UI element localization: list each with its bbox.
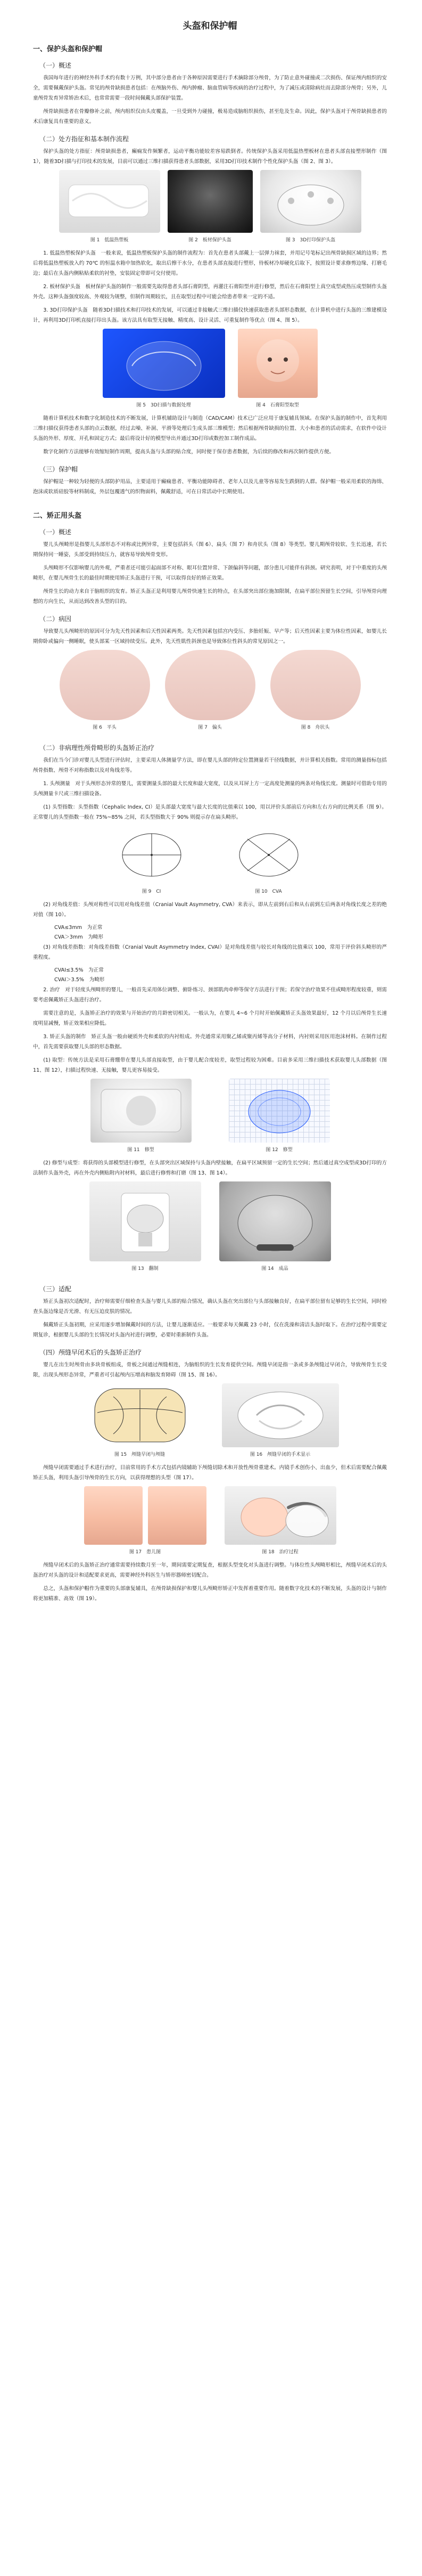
subsection-heading: （四）颅缝早闭术后的头盔矫正治疗 bbox=[39, 1349, 142, 1356]
formula-line: CVA≤3mm 为正常 bbox=[54, 925, 103, 931]
formula-line: CVA＞3mm 为畸形 bbox=[54, 934, 103, 940]
figure-row-13-14 bbox=[33, 1181, 387, 1277]
paragraph: 需要注意的是，头盔矫正治疗的效果与开始治疗的月龄密切相关。一般认为，在婴儿 4~6 个月时开始佩戴矫正头盔效果最好，12 个月以后颅骨生长速度明显减慢，矫正效果相应降低。 bbox=[33, 1010, 387, 1026]
paragraph: 颅骨缺损患者在骨瓣修补之前，颅内组织仅由头皮覆盖，一旦受到外力碰撞，极易造成脑组织损伤，甚至危及生命。因此，保护头盔对于颅骨缺损患者的术后康复具有重要的意义。 bbox=[33, 109, 387, 125]
figure-14 bbox=[219, 1181, 331, 1277]
treatment-photo bbox=[225, 1486, 336, 1545]
figure-row-11-12 bbox=[33, 1079, 387, 1158]
scan-model-image bbox=[229, 1079, 330, 1143]
head-shape-image bbox=[165, 650, 255, 720]
figure-row-6-8 bbox=[33, 650, 387, 736]
figure-15 bbox=[81, 1383, 198, 1463]
caption: 图 3 3D打印保护头盔 bbox=[285, 238, 336, 243]
subsection-heading: （二）病因 bbox=[39, 615, 72, 623]
paragraph: 数字化制作方法能够有效缩短制作周期，提高头盔与头部的贴合度，同时便于保存患者数据，为后续的修改和再次制作提供方便。 bbox=[43, 449, 335, 455]
figure-6 bbox=[60, 650, 150, 736]
caption: 图 9 CI bbox=[142, 889, 161, 894]
figure-row-1-3 bbox=[33, 170, 387, 248]
figure-1 bbox=[59, 170, 160, 248]
paragraph: 保护帽是一种较为轻便的头部防护用品，主要适用于癫痫患者、平衡功能障碍者、老年人以及儿童等容易发生跌倒的人群。保护帽一般采用柔软的海绵、泡沫或软质硅胶等材料制成，外层包覆透气的织物面料，佩戴舒适，可在日常活动中长期使用。 bbox=[33, 479, 387, 495]
paragraph: 导致婴儿头颅畸形的原因可分为先天性因素和后天性因素两类。先天性因素包括宫内受压、多胎妊娠、早产等；后天性因素主要为体位性因素，如婴儿长期仰卧或偏向一侧睡眠，使头部某一区域持续受压。此外，先天性肌性斜颈也是导致体位性斜头的常见原因之一。 bbox=[33, 629, 387, 645]
figure-13 bbox=[89, 1181, 201, 1277]
figure-row-17-18 bbox=[33, 1486, 387, 1560]
caption: 图 10 CVA bbox=[255, 889, 282, 894]
subsection-heading: （三）适配 bbox=[39, 1285, 72, 1293]
caption: 图 12 修型 bbox=[266, 1147, 293, 1153]
paragraph: 总之，头盔和保护帽作为重要的头部康复辅具，在颅骨缺损保护和婴儿头颅畸形矫正中发挥着重要作用。随着数字化技术的不断发展，头盔的设计与制作将更加精准、高效（图 19）。 bbox=[33, 1586, 387, 1602]
figure-12 bbox=[229, 1079, 330, 1158]
figure-7 bbox=[165, 650, 255, 736]
paragraph: 我们在当今门诊对婴儿头型进行评估时，主要采用人体测量学方法，即在婴儿头部的特定位置测量若干径线数据，并计算相关指数。常用的测量指标包括颅骨指数、颅骨不对称指数以及对角线差等。 bbox=[33, 757, 387, 773]
caption: 图 2 板材保护头盔 bbox=[188, 238, 231, 243]
subsection-heading: （二）处方指征和基本制作流程 bbox=[39, 135, 129, 143]
head-shape-image bbox=[270, 650, 361, 720]
mold-image bbox=[90, 1079, 192, 1143]
figure-10 bbox=[226, 826, 311, 900]
section-heading: 二、矫正用头盔 bbox=[33, 512, 82, 520]
paragraph: 颅骨生长的动力来自于脑组织的发育。矫正头盔正是利用婴儿颅骨快速生长的特点，在头部突出部位施加限制，在扁平部位预留生长空间，引导颅骨向理想的方向生长，从而达到改善头型的目的。 bbox=[33, 589, 387, 605]
paragraph: 1. 低温热塑板保护头盔 一般来说，低温热塑板保护头盔的制作流程为：首先在患者头部戴上一层弹力袜套，并用记号笔标记出颅骨缺损区域的边界；然后将低温热塑板放入约 70℃ 的恒温水箱中加热软化，取出后擦干水分，在患者头部直接进行塑形，待板材冷却硬化后取下，按照设计要求修剪边缘、打磨毛边；最后在头盔内侧粘贴柔软的衬垫，安装固定带即可交付使用。 bbox=[33, 250, 387, 276]
paragraph: 矫正头盔初次适配时，治疗师需要仔细检查头盔与婴儿头部的贴合情况，确认头盔在突出部位与头部接触良好，在扁平部位留有足够的生长空间，同时检查头盔边缘是否光滑、有无压迫皮肤的情况。 bbox=[33, 1299, 387, 1315]
figure-9 bbox=[109, 826, 194, 900]
figure-row-4-5 bbox=[33, 329, 387, 413]
figure-5 bbox=[103, 329, 225, 413]
caption: 图 6 平头 bbox=[93, 725, 117, 730]
caption: 图 1 低温热塑板 bbox=[90, 238, 129, 243]
patient-photo bbox=[84, 1486, 143, 1545]
caption: 图 15 颅缝早闭与颅缝 bbox=[114, 1452, 166, 1457]
subsection-heading: （三）保护帽 bbox=[39, 466, 78, 473]
caption: 图 18 治疗过程 bbox=[262, 1550, 299, 1555]
child-photo bbox=[238, 329, 318, 398]
paragraph: 随着计算机技术和数字化制造技术的不断发展，计算机辅助设计与制造（CAD/CAM）技术已广泛应用于康复辅具领域。在保护头盔的制作中，首先利用三维扫描仪获得患者头部的点云数据，经过去噪、补洞、平滑等处理后生成头部三维模型；然后根据颅骨缺损的位置、大小和患者的活动需求，在软件中设计头盔的外形、厚度、开孔和固定方式；最后将设计好的模型导出并通过3D打印或数控加工制作成品。 bbox=[33, 415, 387, 442]
figure-row-15-16 bbox=[33, 1383, 387, 1463]
figure-row-9-10 bbox=[33, 826, 387, 900]
caption: 图 16 颅缝早闭的手术显示 bbox=[250, 1452, 311, 1457]
finished-helmet-image bbox=[219, 1181, 331, 1261]
paragraph: 2. 治疗 对于轻度头颅畸形的婴儿，一般首先采用体位调整、俯卧练习、颈部肌肉牵伸等保守方法进行干预；若保守治疗效果不佳或畸形程度较重，则需要考虑佩戴矫正头盔进行治疗。 bbox=[33, 987, 387, 1003]
cva-diagram bbox=[226, 826, 311, 884]
paragraph: (1) 头型指数：头型指数（Cephalic Index, CI）是头部最大宽度与最大长度的比值乘以 100，用以评价头部前后方向和左右方向的比例关系（图 9）。正常婴儿的头型指数一般在 75%~85% 之间，若头型指数大于 90% 则提示存在扁头畸形。 bbox=[33, 804, 387, 820]
caption: 图 11 修型 bbox=[127, 1147, 154, 1153]
figure-8 bbox=[270, 650, 361, 736]
section-heading: 一、保护头盔和保护帽 bbox=[33, 45, 103, 53]
scan-image bbox=[103, 329, 225, 398]
paragraph: 颅缝早闭术后的头盔矫正治疗通常需要持续数月至一年，期间需要定期复查，根据头型变化对头盔进行调整。与体位性头颅畸形相比，颅缝早闭术后的头盔治疗对头盔的设计和适配要求更高，需要神经外科医生与矫形器师密切配合。 bbox=[33, 1562, 387, 1578]
caption: 图 8 舟状头 bbox=[301, 725, 330, 730]
document-content bbox=[33, 0, 387, 1607]
printed-helmet-image bbox=[260, 170, 361, 233]
paragraph: 1. 头颅测量 对于头颅形态异常的婴儿，需要测量头部的最大长度和最大宽度，以及从耳屏上方一定高度处测量的两条对角线长度。测量时可借助专用的头颅测量卡尺或三维扫描设备。 bbox=[33, 781, 387, 797]
formula-line: CVAI＞3.5% 为畸形 bbox=[54, 977, 105, 983]
subsection-heading: （一）概述 bbox=[39, 62, 72, 69]
paragraph: 颅缝早闭需要通过手术进行治疗，目前常用的手术方式包括内镜辅助下颅缝切除术和开放性颅骨重建术。内镜手术创伤小、出血少，但术后需要配合佩戴矫正头盔，利用头盔引导颅骨的生长方向，以获得理想的头型（图 17）。 bbox=[33, 1465, 387, 1481]
caption: 图 14 成品 bbox=[261, 1266, 288, 1271]
paragraph: 保护头盔的处方指征：颅骨缺损患者，癫痫发作频繁者，运动平衡功能较差容易跌倒者。传统保护头盔采用低温热塑板材在患者头部直接塑形制作（图 1），随着3D扫描与打印技术的发展，目前可以通过三维扫描获得患者头部数据，采用3D打印技术制作个性化保护头盔（图 2、图 3）。 bbox=[33, 149, 387, 165]
caption: 图 7 偏头 bbox=[198, 725, 222, 730]
paragraph: 婴儿在出生时颅骨由多块骨板组成，骨板之间通过颅缝相连，为脑组织的生长发育提供空间。颅缝早闭是指一条或多条颅缝过早闭合，导致颅骨生长受限，出现头颅形态异常，严重者可引起颅内压增高和脑发育障碍（图 15、图 16）。 bbox=[33, 1362, 387, 1378]
figure-16 bbox=[222, 1383, 339, 1463]
caption: 图 4 石膏阳型取型 bbox=[256, 403, 299, 408]
thermoplastic-sheet-image bbox=[59, 170, 160, 233]
paragraph: (2) 对角线差值：头颅对称性可以用对角线差值（Cranial Vault Asymmetry, CVA）来表示，即从左前到右后和从右前到左后两条对角线长度之差的绝对值（图 10）。 bbox=[33, 902, 387, 918]
subsection-heading: （二）非病理性颅骨畸形的头盔矫正治疗 bbox=[39, 744, 155, 752]
paragraph: 3. 矫正头盔的制作 矫正头盔一般由硬质外壳和柔软的内衬组成。外壳通常采用聚乙烯或聚丙烯等高分子材料，内衬则采用医用泡沫材料。在制作过程中，首先需要获取婴儿头部的形态数据。 bbox=[33, 1034, 387, 1050]
caption: 图 13 翻制 bbox=[131, 1266, 159, 1271]
helmet-image bbox=[168, 170, 253, 233]
suture-diagram bbox=[81, 1383, 198, 1447]
paragraph: (1) 取型：传统方法是采用石膏绷带在婴儿头部直接取型，由于婴儿配合度较差，取型过程较为困难。目前多采用三维扫描技术获取婴儿头部数据（图 11、图 12），扫描过程快速、无接触，婴儿更容易接受。 bbox=[33, 1057, 387, 1073]
figure-4 bbox=[238, 329, 318, 413]
head-shape-image bbox=[60, 650, 150, 720]
figure-11 bbox=[90, 1079, 192, 1158]
paragraph: 我国每年进行的神经外科手术约有数十万例，其中部分患者由于各种原因需要进行手术摘除部分颅骨，为了防止意外碰撞或二次损伤、保证颅内组织的安全，需要佩戴保护头盔。常见的颅骨缺损患者包括：在颅脑外伤、颅内肿瘤、脑血管病等疾病的治疗过程中，为了减压或清除病灶而去除部分颅骨；另外，儿童颅骨发育异常矫治术后，也常常需要一段时间佩戴头部保护装置。 bbox=[33, 75, 387, 101]
surgery-image bbox=[222, 1383, 339, 1447]
paragraph: (3) 对角线差指数：对角线差指数（Cranial Vault Asymmetry Index, CVAI）是对角线差值与较长对角线的比值乘以 100，常用于评价斜头畸形的严重程度。 bbox=[33, 944, 387, 960]
manufacturing-image bbox=[89, 1181, 201, 1261]
formula-line: CVAI≤3.5% 为正常 bbox=[54, 967, 104, 973]
figure-3 bbox=[260, 170, 361, 248]
patient-photos bbox=[84, 1486, 206, 1545]
caption: 图 5 3D扫描与数据处理 bbox=[136, 403, 191, 408]
paragraph: (2) 修型与成型：将获得的头部模型进行修型，在头部突出区域保持与头盔内壁接触，在扁平区域预留一定的生长空间；然后通过真空成型或3D打印的方法制作头盔外壳，再在外壳内侧贴附内衬材料，最后进行修剪和打磨（图 13、图 14）。 bbox=[33, 1160, 387, 1176]
paragraph: 佩戴矫正头盔初期，应采用逐步增加佩戴时间的方法，让婴儿逐渐适应。一般要求每天佩戴 23 小时，仅在洗澡和清洁头盔时取下。在治疗过程中需要定期复诊，根据婴儿头部的生长情况对头盔内衬进行调整，必要时重新制作头盔。 bbox=[33, 1322, 387, 1338]
patient-photo bbox=[148, 1486, 206, 1545]
paragraph: 婴儿头颅畸形是指婴儿头部形态不对称或比例异常，主要包括斜头（图 6）、扁头（图 7）和舟状头（图 8）等类型。婴儿期颅骨较软、生长迅速，若长期保持同一睡姿，头部受到持续压力，就容易导致颅骨变形。 bbox=[33, 542, 387, 558]
paragraph: 2. 板材保护头盔 板材保护头盔的制作一般需要先取得患者头部石膏阴型，再灌注石膏阳型并进行修型，然后在石膏阳型上真空成型或热压成型制作头盔外壳。这种头盔强度较高、外观较为规整，但制作周期较长，且在取型过程中可能会给患者带来一定的不适。 bbox=[33, 284, 387, 300]
figure-18 bbox=[225, 1486, 336, 1560]
document-title: 头盔和保护帽 bbox=[183, 21, 237, 31]
figure-17 bbox=[84, 1486, 206, 1560]
ci-diagram bbox=[109, 826, 194, 884]
figure-2 bbox=[168, 170, 253, 248]
paragraph: 头颅畸形不仅影响婴儿的外观，严重者还可能引起面部不对称、眼耳位置异常、下颌偏斜等问题，部分患儿可能伴有斜颈。研究表明，对于中重度的头颅畸形，在婴儿颅骨生长的最佳时期使用矫正头盔进行干预，可以取得良好的矫正效果。 bbox=[33, 565, 387, 581]
paragraph: 3. 3D打印保护头盔 随着3D扫描技术和打印技术的发展，可以通过非接触式三维扫描仪快速获取患者头部形态数据，在计算机中进行头盔的三维建模设计，再利用3D打印机直接打印出头盔。该方法具有取型无接触、精度高、设计灵活、可重复制作等优点（图 4、图 5）。 bbox=[33, 307, 387, 323]
caption: 图 17 患儿图 bbox=[129, 1550, 161, 1555]
subsection-heading: （一）概述 bbox=[39, 528, 72, 536]
